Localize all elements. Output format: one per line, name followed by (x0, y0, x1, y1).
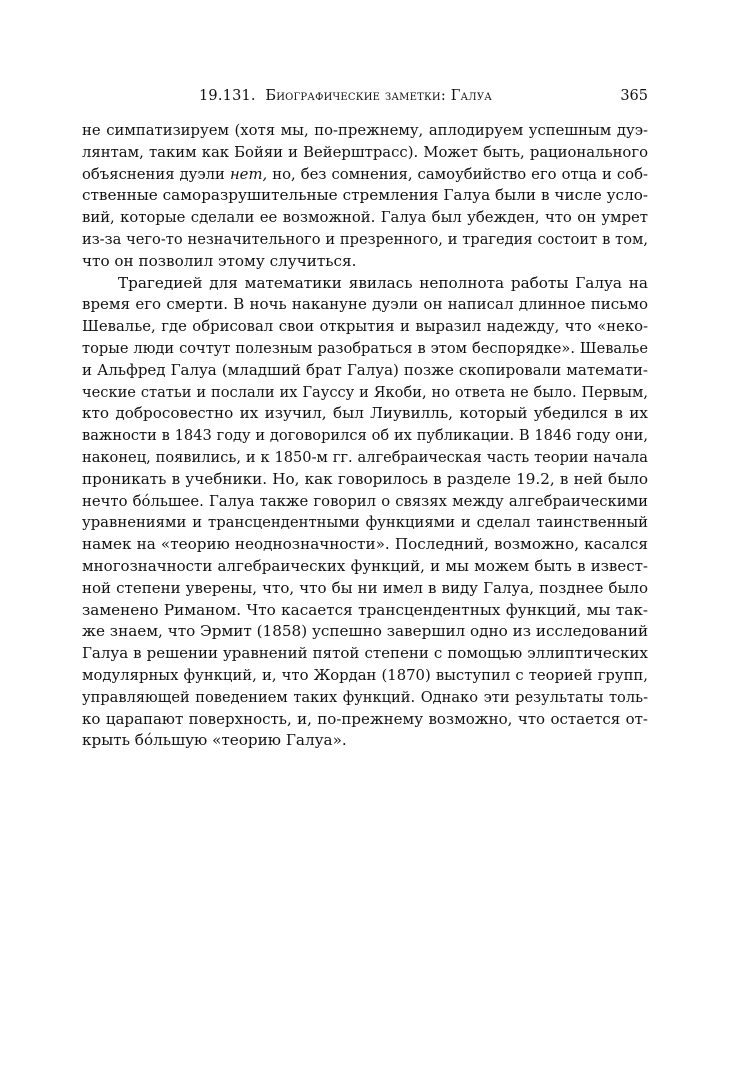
text-line: кто добросовестно их изучил, был Лиувилль, который убедился в их (82, 404, 648, 423)
text-line: же знаем, что Эрмит (1858) успешно завершил одно из исследований (82, 622, 649, 641)
text-line: торые люди сочтут полезным разобраться в этом беспорядке». Шевалье (82, 339, 648, 357)
text-line: время его смерти. В ночь накануне дуэли он написал длинное письмо (82, 295, 648, 314)
text-line: вий, которые сделали ее возможной. Галуа был убежден, что он умрет (82, 209, 648, 227)
text-line: намек на «теорию неоднозначности». Последний, возможно, касался (82, 535, 648, 554)
text-line: наконец, появились, и к 1850-м гг. алгебраическая часть теории начала (82, 448, 648, 466)
text-line: заменено Риманом. Что касается трансцендентных функций, мы так- (82, 600, 648, 619)
text-line: Трагедией для математики явилась неполнота работы Галуа на (118, 273, 648, 292)
page-number: 365 (620, 88, 648, 104)
emphasized-word: нет, (229, 165, 268, 183)
running-header (82, 86, 648, 106)
text-line-emphasis (82, 164, 648, 186)
section-title: Биографические заметки: Галуа (265, 88, 493, 104)
paragraph-1 (82, 120, 648, 273)
text-line: управляющей поведением таких функций. Однако эти результаты толь- (82, 688, 648, 706)
text-line: Галуа в решении уравнений пятой степени с помощью эллиптических (82, 644, 648, 663)
text-line: лянтам, таким как Бойяи и Вейерштрасс). Может быть, рационального (82, 143, 648, 161)
section-number: 19.131. (199, 88, 256, 104)
text-line: ко царапают поверхность, и, по-прежнему возможно, что остается от- (82, 709, 648, 728)
text-line: что он позволил этому случиться. (82, 251, 357, 270)
paragraph-2 (82, 273, 648, 753)
text-line: ной степени уверены, что, что бы ни имел в виду Галуа, позднее было (82, 578, 648, 597)
text-line: из-за чего-то незначительного и презренного, и трагедия состоит в том, (82, 230, 648, 248)
body-text (82, 120, 648, 752)
text-line: уравнениями и трансцендентными функциями и сделал таинственный (82, 514, 648, 532)
text-line: модулярных функций, и, что Жордан (1870) выступил с теорией групп, (82, 666, 648, 684)
text-line: и Альфред Галуа (младший брат Галуа) позже скопировали математи- (82, 360, 648, 379)
text-line: крыть бóльшую «теорию Галуа». (82, 731, 347, 750)
text-line: нечто бóльшее. Галуа также говорил о связях между алгебраическими (82, 492, 648, 510)
text-segment: объяснения дуэли (82, 165, 230, 183)
text-line: ственные саморазрушительные стремления Галуа были в числе усло- (82, 186, 648, 205)
text-line: многозначности алгебраических функций, и мы можем быть в извест- (82, 556, 648, 575)
text-line: Шевалье, где обрисовал свои открытия и выразил надежду, что «неко- (82, 318, 648, 336)
header-title (199, 86, 492, 106)
text-line: важности в 1843 году и договорился об их публикации. В 1846 году они, (82, 427, 648, 445)
text-line: не симпатизируем (хотя мы, по-прежнему, аплодируем успешным дуэ- (82, 122, 648, 139)
text-line: ческие статьи и послали их Гауссу и Якоби, но ответа не было. Первым, (82, 383, 648, 401)
text-line: проникать в учебники. Но, как говорилось в разделе 19.2, в ней было (82, 469, 648, 488)
text-segment: но, без сомнения, самоубийство его отца и соб- (267, 165, 648, 183)
